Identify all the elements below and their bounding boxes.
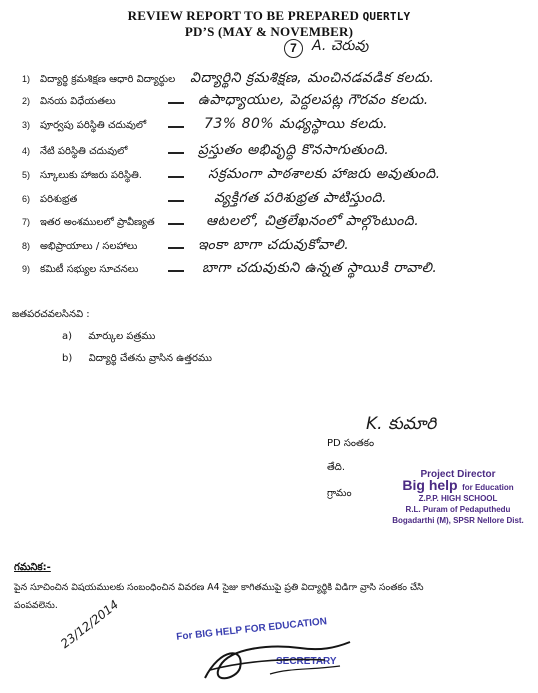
item-number: 4) [22, 146, 31, 156]
stamp-line3: Z.P.P. HIGH SCHOOL [418, 494, 498, 503]
item-number: 1) [22, 74, 31, 84]
enclosure-a-label: a) [62, 331, 73, 342]
item-label: అభిప్రాయాలు / సలహాలు [40, 241, 138, 252]
stamp-big-help: Big help [402, 477, 458, 493]
dash-mark [168, 126, 184, 128]
secretary-seal [150, 618, 370, 688]
school-name: A. చెరువు [312, 38, 369, 54]
date-label: తేది. [327, 462, 346, 473]
note-text-line2: పంపవలెను. [14, 600, 58, 611]
seal-text: For BIG HELP FOR EDUCATION [175, 616, 328, 643]
stamp-for-education: for Education [462, 483, 514, 492]
enclosure-b-text: విద్యార్థి చేతను వ్రాసిన ఉత్తరము [88, 353, 212, 364]
stamp-line4: R.L. Puram of Pedaputhedu [405, 505, 511, 514]
item-number: 5) [22, 170, 31, 180]
dash-mark [168, 223, 184, 225]
item-number: 2) [22, 96, 31, 106]
list-item [0, 116, 538, 142]
item-label: కమిటీ సభ్యుల సూచనలు [40, 264, 139, 275]
school-number-circle [284, 39, 303, 58]
village-label: గ్రామం [327, 488, 352, 499]
item-answer: ఇంకా బాగా చదువుకోవాలి. [198, 237, 350, 253]
item-answer: ప్రస్తుతం అభివృద్ధి కొనసాగుతుంది. [198, 142, 390, 158]
enclosure-a [62, 330, 155, 344]
item-number: 7) [22, 217, 31, 227]
item-answer: విద్యార్థిని క్రమశిక్షణ, మంచినడవడిక కలదు. [190, 70, 435, 86]
item-label: స్కూలుకు హాజరు పరిస్థితి. [40, 170, 142, 181]
dash-mark [168, 200, 184, 202]
enclosure-b-label: b) [62, 353, 73, 364]
note-heading: గమనిక:- [14, 562, 51, 573]
title-handwritten-word: QUERTLY [362, 10, 411, 23]
dash-mark [168, 270, 184, 272]
dash-mark [168, 247, 184, 249]
dash-mark [168, 152, 184, 154]
item-number: 9) [22, 264, 31, 274]
item-label: పరిశుభ్రత [40, 194, 78, 205]
pd-sign-label: PD సంతకం [327, 438, 375, 449]
report-title [0, 8, 538, 24]
item-answer: ఉపాధ్యాయుల, పెద్దలపట్ల గౌరవం కలదు. [198, 92, 429, 108]
item-label: వినయ విధేయతలు [40, 96, 116, 107]
item-label: ఇతర అంశములలో ప్రావీణ్యత [40, 217, 155, 228]
item-number: 3) [22, 120, 31, 130]
dash-mark [168, 102, 184, 104]
item-label: విద్యార్థి క్రమశిక్షణ ఆధారి విద్యార్థుల [40, 74, 176, 85]
enclosure-a-text: మార్కుల పత్రము [88, 331, 156, 342]
dash-mark [168, 176, 184, 178]
item-answer: 73% 80% మధ్యస్థాయి కలదు. [204, 116, 388, 132]
report-subtitle: PD’S (MAY & NOVEMBER) [184, 24, 354, 39]
stamp-line5: Bogadarthi (M), SPSR Nellore Dist. [392, 516, 524, 525]
item-number: 6) [22, 194, 31, 204]
project-director-stamp [378, 469, 538, 526]
list-item [0, 166, 538, 192]
note-text-line1: పైన సూచించిన విషయములకు సంబంధించిన వివరణ A4 సైజు కాగితముపై ప్రతి విద్యార్థికి విడిగా వ్రాసి సంతకం చేసి [14, 582, 424, 593]
handwritten-date: 23/12/2014 [58, 597, 122, 652]
school-number: 7 [290, 41, 297, 55]
stamp-line1: Project Director [420, 469, 496, 480]
secretary-signature-scribble [150, 618, 370, 688]
item-number: 8) [22, 241, 31, 251]
enclosure-b [62, 352, 212, 366]
list-item [0, 92, 538, 118]
seal-role: SECRETARY [276, 656, 337, 667]
pd-signature: K. కుమారి [366, 414, 437, 434]
item-answer: వ్యక్తిగత పరిశుభ్రత పాటిస్తుంది. [214, 190, 388, 206]
item-label: నేటి పరిస్థితి చదువులో [40, 146, 128, 157]
item-answer: ఆటలలో, చిత్రలేఖనంలో పాల్గొంటుంది. [206, 213, 420, 229]
list-item [0, 213, 538, 239]
item-answer: సక్రమంగా పాఠశాలకు హాజరు అవుతుంది. [208, 166, 441, 182]
enclosures-heading: జతపరచవలసినవి : [12, 309, 90, 320]
list-item [0, 142, 538, 168]
item-label: పూర్వపు పరిస్థితి చదువులో [40, 120, 147, 131]
list-item [0, 260, 538, 286]
title-line1: REVIEW REPORT TO BE PREPARED [127, 8, 360, 23]
item-answer: బాగా చదువుకుని ఉన్నత స్థాయికి రావాలి. [202, 260, 438, 276]
